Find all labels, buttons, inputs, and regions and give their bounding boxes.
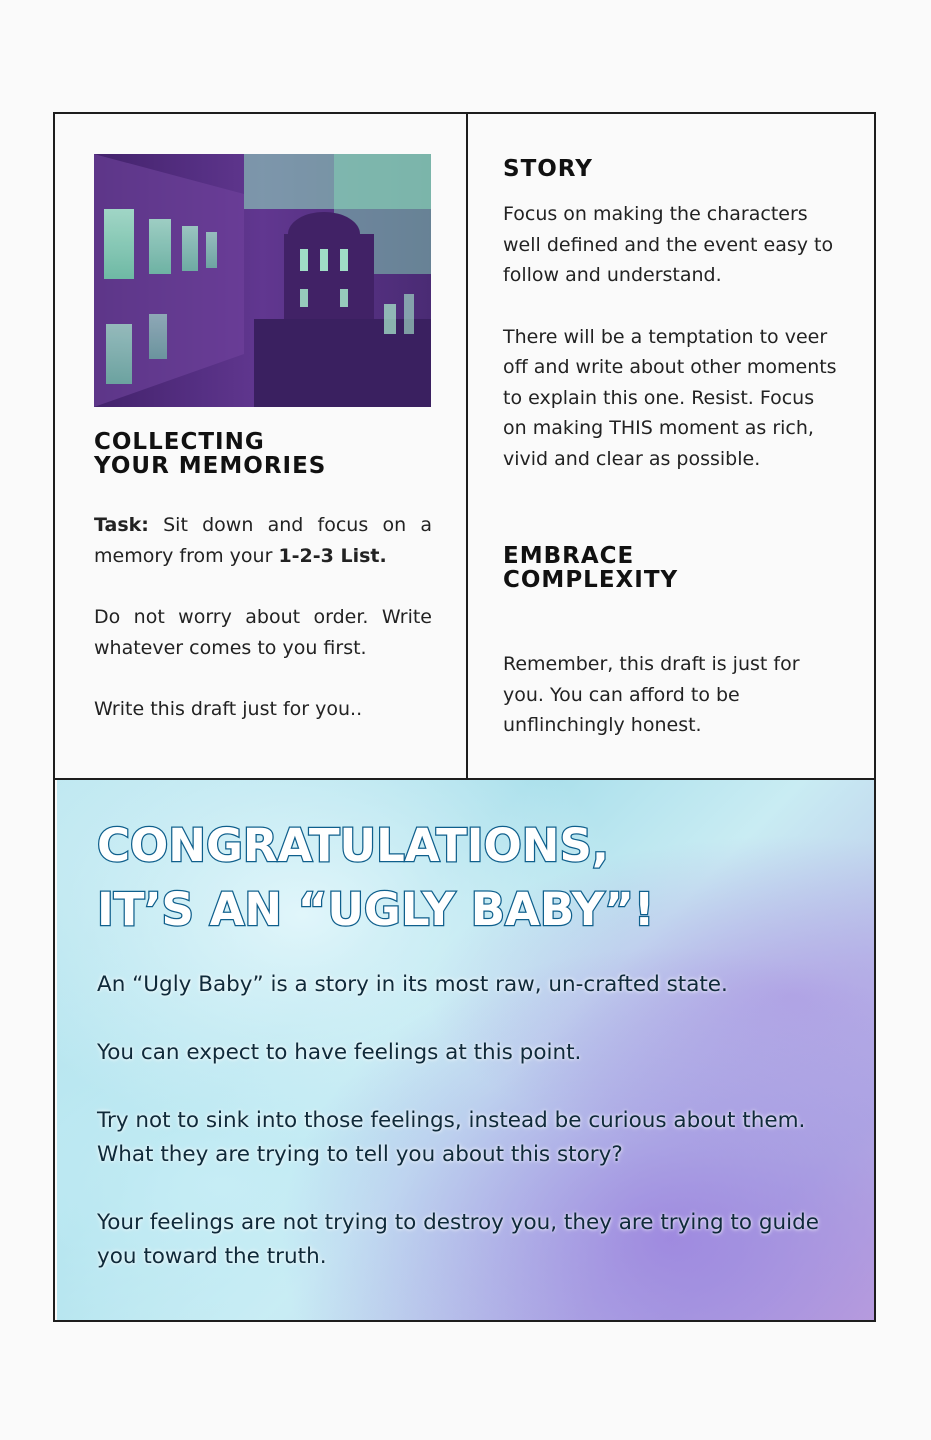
- hallway-photo-illustration: [94, 154, 431, 407]
- embrace-paragraph: Remember, this draft is just for you. You can afford to be unflinchingly honest.: [503, 653, 800, 736]
- banner-title-line1: CONGRATULATIONS,: [97, 819, 609, 872]
- embrace-text: [503, 630, 843, 760]
- story-paragraph-1: Focus on making the characters well defined and the event easy to follow and understand.: [503, 203, 834, 286]
- story-text: [503, 199, 843, 505]
- collecting-heading-line2: YOUR MEMORIES: [94, 453, 327, 479]
- banner-paragraph-4: Your feelings are not trying to destroy you, they are trying to guide you toward the truth.: [97, 1210, 819, 1269]
- collecting-heading-line1: COLLECTING: [94, 429, 265, 455]
- embrace-heading-line1: EMBRACE: [503, 543, 635, 569]
- story-paragraph-2: There will be a temptation to veer off and write about other moments to explain this one. Resist. Focus on making THIS moment as rich, vivid and clear as possible.: [503, 325, 837, 470]
- task-label: Task:: [94, 514, 149, 536]
- banner-paragraph-3: Try not to sink into those feelings, instead be curious about them. What they are trying to tell you about this story?: [97, 1108, 806, 1167]
- worksheet-frame: [53, 112, 876, 1322]
- draft-paragraph: Write this draft just for you..: [94, 698, 363, 720]
- order-paragraph: Do not worry about order. Write whatever comes to you first.: [94, 606, 432, 659]
- banner-paragraph-2: You can expect to have feelings at this point.: [97, 1040, 582, 1065]
- task-paragraph: [94, 510, 432, 571]
- banner-text: [97, 968, 827, 1308]
- collecting-heading: [94, 430, 434, 478]
- banner-paragraph-1: An “Ugly Baby” is a story in its most raw, un-crafted state.: [97, 972, 728, 997]
- story-heading: STORY: [503, 156, 593, 182]
- task-text: Sit down and focus on a memory from your: [94, 514, 432, 567]
- embrace-heading-line2: COMPLEXITY: [503, 567, 679, 593]
- embrace-heading: [503, 544, 843, 592]
- collecting-text: [94, 510, 432, 756]
- ugly-baby-banner: [57, 780, 874, 1320]
- banner-title-line2: IT’S AN “UGLY BABY”!: [97, 883, 655, 936]
- hallway-photo: [94, 154, 431, 407]
- column-divider: [466, 114, 468, 778]
- task-list-ref: 1-2-3 List.: [278, 544, 387, 567]
